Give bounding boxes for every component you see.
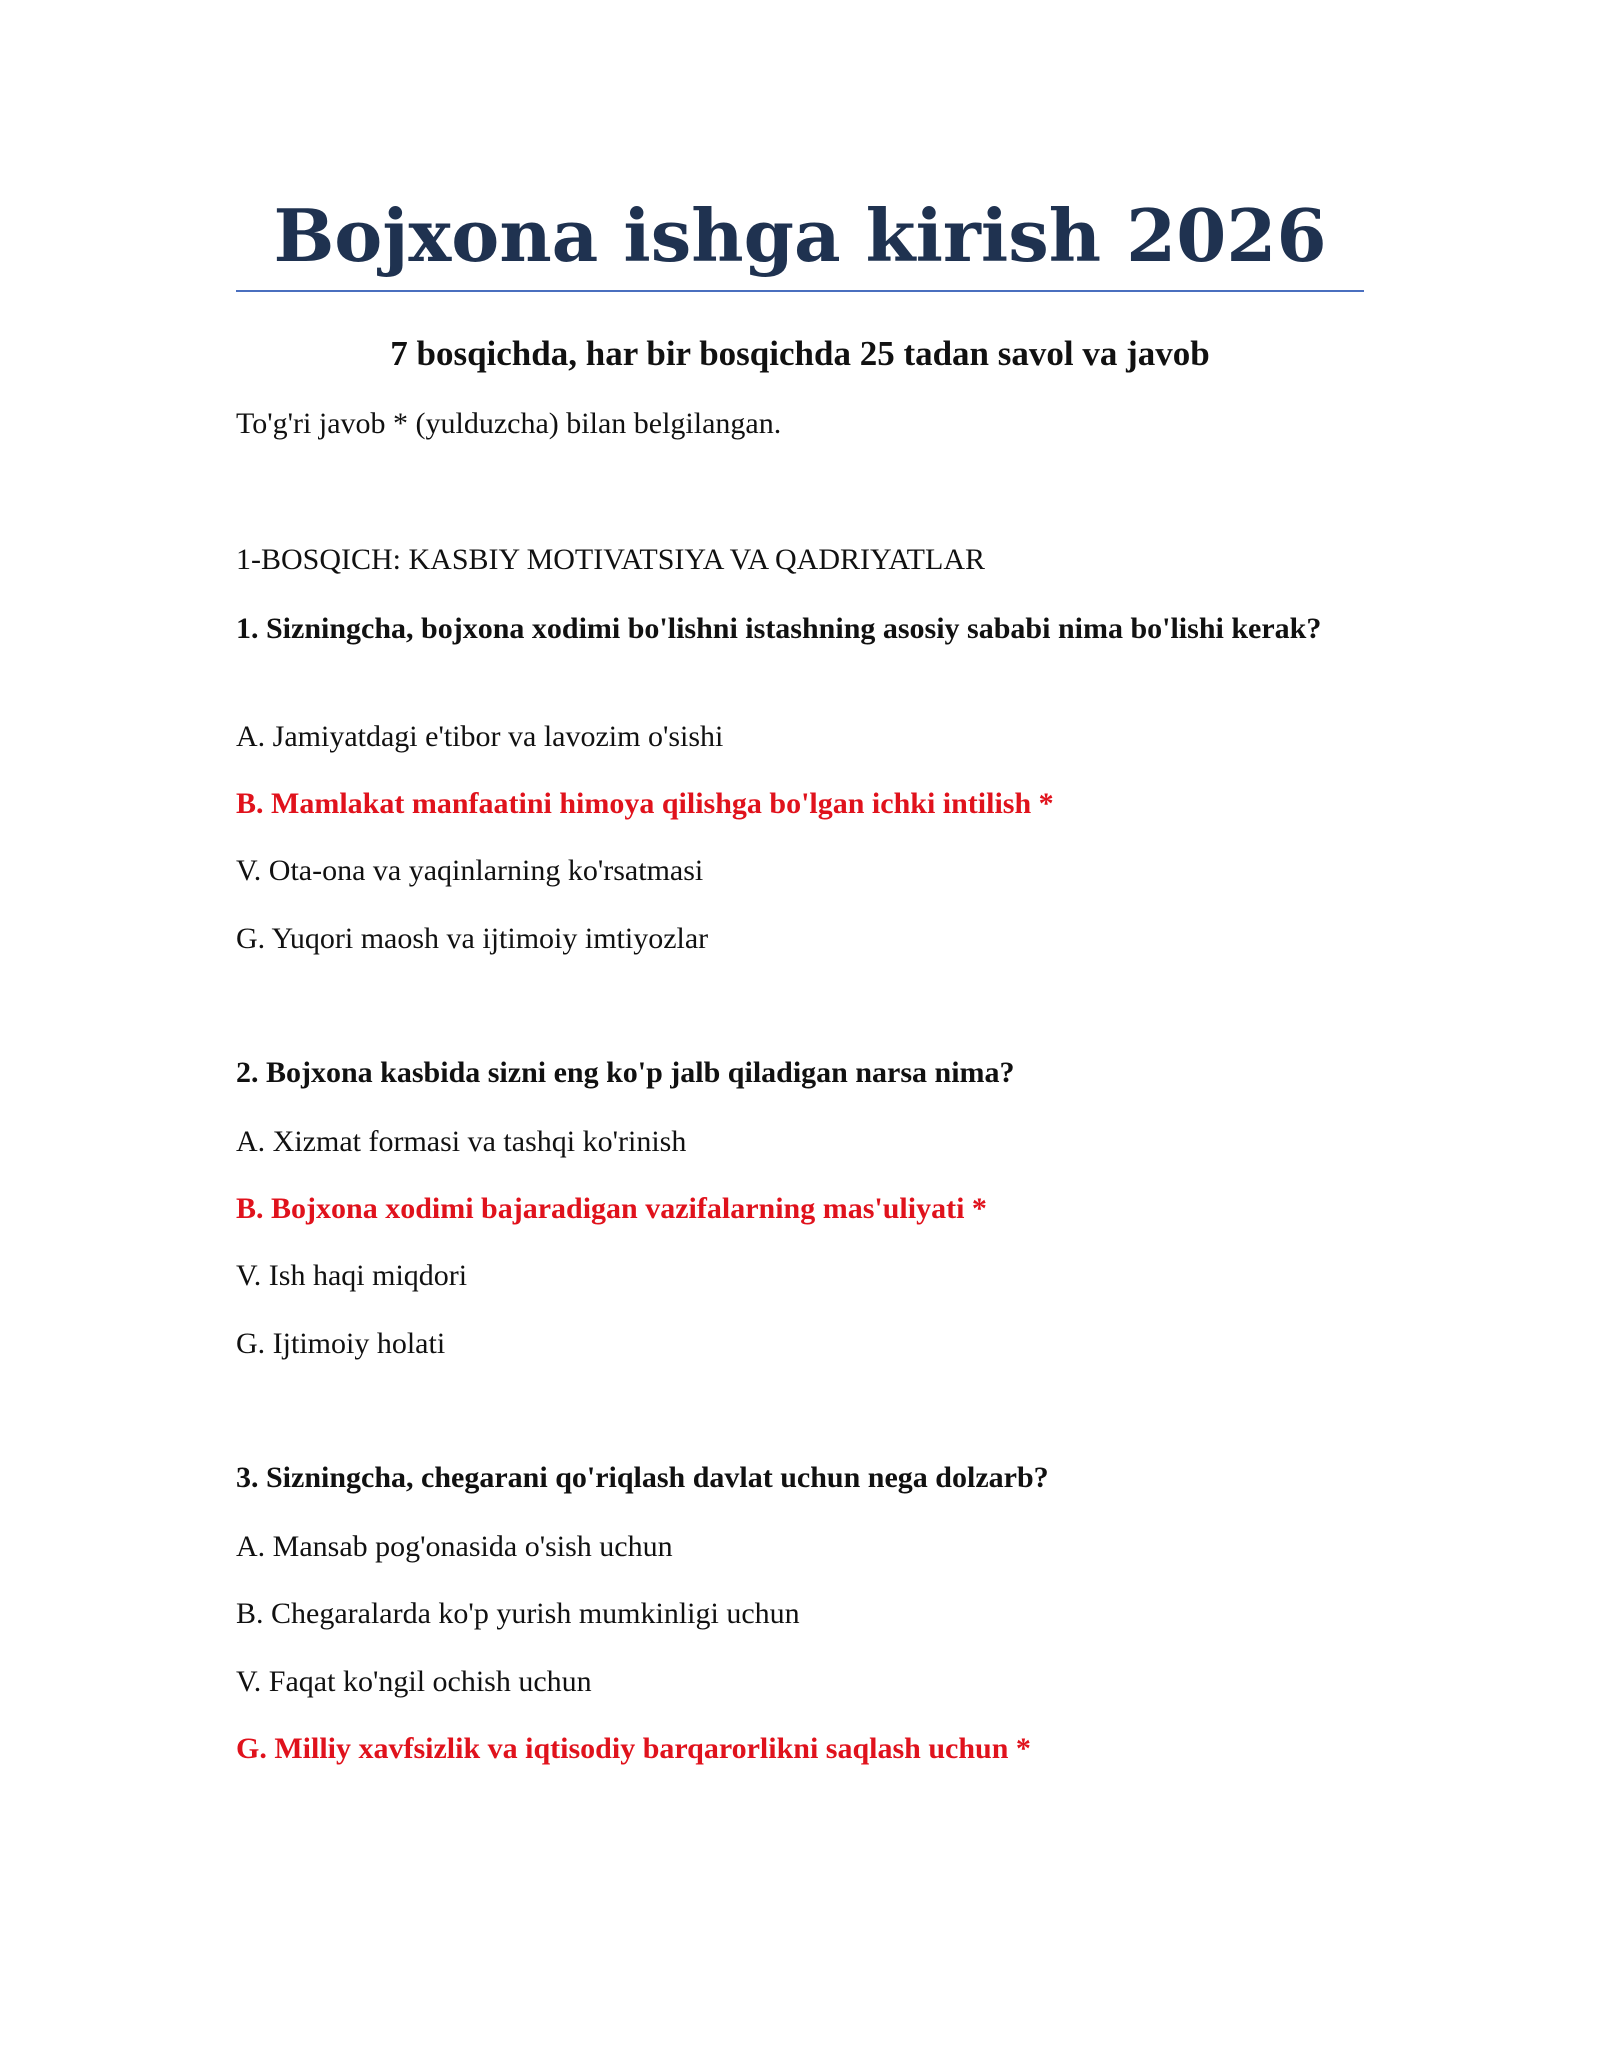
question-1: 1. Sizningcha, bojxona xodimi bo'lishni istashning asosiy sababi nima bo'lishi kerak? — [236, 612, 1322, 645]
document-subtitle: 7 bosqichda, har bir bosqichda 25 tadan savol va javob — [390, 334, 1210, 373]
question-3-option-v: V. Faqat ko'ngil ochish uchun — [236, 1665, 592, 1698]
document-title: Bojxona ishga kirish 2026 — [273, 193, 1327, 278]
question-3-option-a: A. Mansab pog'onasida o'sish uchun — [236, 1530, 673, 1563]
question-1-option-b-correct: B. Mamlakat manfaatini himoya qilishga bo'lgan ichki intilish * — [236, 787, 1054, 820]
title-divider — [236, 290, 1364, 292]
question-3: 3. Sizningcha, chegarani qo'riqlash davlat uchun nega dolzarb? — [236, 1461, 1049, 1494]
question-2: 2. Bojxona kasbida sizni eng ko'p jalb qiladigan narsa nima? — [236, 1056, 1015, 1089]
question-2-option-v: V. Ish haqi miqdori — [236, 1259, 468, 1292]
question-3-option-b: B. Chegaralarda ko'p yurish mumkinligi uchun — [236, 1597, 800, 1630]
question-1-option-a: A. Jamiyatdagi e'tibor va lavozim o'sishi — [236, 720, 724, 753]
question-2-option-a: A. Xizmat formasi va tashqi ko'rinish — [236, 1125, 687, 1158]
question-3-option-g-correct: G. Milliy xavfsizlik va iqtisodiy barqarorlikni saqlash uchun * — [236, 1732, 1031, 1765]
question-2-option-b-correct: B. Bojxona xodimi bajaradigan vazifalarning mas'uliyati * — [236, 1192, 987, 1225]
question-1-option-g: G. Yuqori maosh va ijtimoiy imtiyozlar — [236, 922, 709, 955]
question-2-option-g: G. Ijtimoiy holati — [236, 1327, 446, 1360]
stage-heading: 1-BOSQICH: KASBIY MOTIVATSIYA VA QADRIYATLAR — [236, 543, 985, 576]
question-1-option-v: V. Ota-ona va yaqinlarning ko'rsatmasi — [236, 854, 704, 887]
answer-key-note: To'g'ri javob * (yulduzcha) bilan belgilangan. — [236, 407, 782, 440]
